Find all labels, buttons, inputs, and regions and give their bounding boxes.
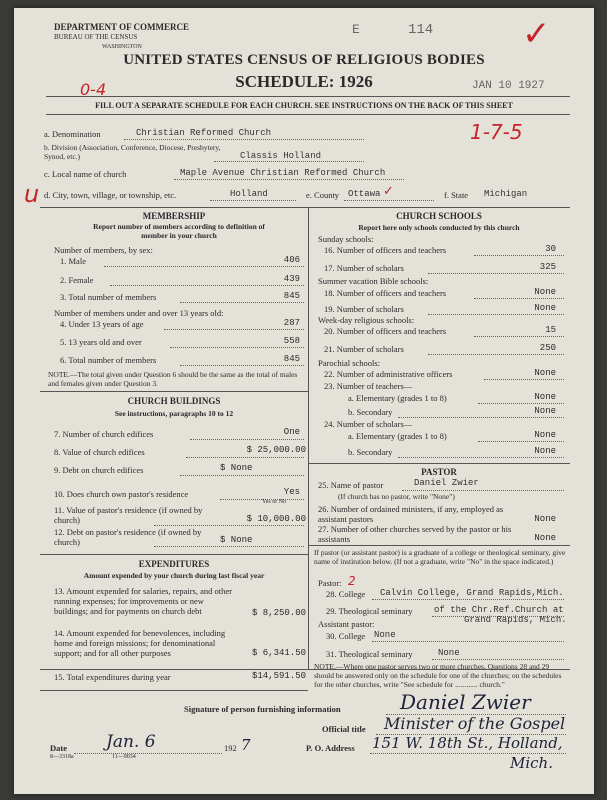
q23a-value: None: [534, 392, 556, 402]
state-value: Michigan: [484, 189, 528, 199]
dotted-line: [154, 546, 304, 547]
dotted-line: [110, 285, 304, 286]
dotted-line: [474, 255, 564, 256]
address-label: P. O. Address: [306, 743, 355, 753]
q23a-label: a. Elementary (grades 1 to 8): [348, 393, 447, 403]
denomination-value: Christian Reformed Church: [136, 128, 272, 138]
bureau-name: BUREAU OF THE CENSUS: [54, 33, 138, 41]
q21-label: 21. Number of scholars: [324, 344, 404, 354]
buildings-intro: See instructions, paragraphs 10 to 12: [114, 409, 234, 418]
graduate-note: If pastor (or assistant pastor) is a graduate of a college or theological seminary, give name of institution below. (If not a graduate, write "No" in the space indicated.): [314, 548, 566, 566]
q25-value: Daniel Zwier: [414, 478, 479, 488]
pastor-note: NOTE.—Where one pastor serves two or more churches, Questions 28 and 29 should be answered only on the schedule for one of the churches; on the schedules for the other churches, write "See schedule for ............ church.": [314, 662, 562, 689]
q6-value: 845: [283, 354, 300, 364]
city-name: WASHINGTON: [102, 44, 142, 50]
q1-label: 1. Male: [60, 256, 86, 266]
section-divider: [308, 463, 570, 464]
local-name-value: Maple Avenue Christian Reformed Church: [180, 168, 386, 178]
division-label: b. Division (Association, Conference, Diocese, Presbytery, Synod, etc.): [44, 143, 221, 161]
q10-label: 10. Does church own pastor's residence: [54, 489, 189, 499]
q11-value: $ 10,000.00: [246, 514, 306, 524]
age-intro-label: Number of members under and over 13 years old:: [54, 308, 224, 318]
q30-label: 30. College: [326, 631, 366, 641]
q19-value: None: [534, 303, 556, 313]
q29-value-line2: Grand Rapids, Mich.: [464, 615, 567, 625]
county-value: Ottawa: [348, 189, 381, 199]
q4-label: 4. Under 13 years of age: [60, 319, 144, 329]
number-stamp: 114: [408, 22, 434, 38]
q13-label: 13. Amount expended for salaries, repairs, and other running expenses; for improvements or new buildings; and for payments on church debt: [54, 586, 232, 616]
dotted-line: [432, 659, 564, 660]
dotted-line: [474, 336, 564, 337]
pastor-title: PASTOR: [421, 467, 457, 477]
assistant-pastor-label: Assistant pastor:: [318, 619, 375, 629]
q4-value: 287: [283, 318, 300, 328]
q14-value: $ 6,341.50: [251, 648, 306, 658]
q31-value: None: [438, 648, 460, 658]
census-schedule-sheet: [14, 8, 594, 794]
q28-value: Calvin College, Grand Rapids,Mich.: [380, 588, 564, 598]
dotted-line: [190, 439, 304, 440]
pastor-mark: 2: [348, 574, 356, 588]
q23-label: 23. Number of teachers—: [324, 381, 413, 391]
by-sex-label: Number of members, by sex:: [54, 245, 153, 255]
q9-label: 9. Debt on church edifices: [54, 465, 144, 475]
pastor-label: Pastor:: [318, 578, 342, 588]
dotted-line: [428, 273, 564, 274]
dotted-line: [428, 354, 564, 355]
membership-note: NOTE.—The total given under Question 6 should be the same as the total of males and females given under Question 3.: [48, 370, 298, 388]
address-value: 151 W. 18th St., Holland,: [372, 734, 563, 752]
q10-hint: Yes or No: [262, 499, 287, 505]
q26-value: None: [534, 514, 556, 524]
schools-intro: Report here only schools conducted by this church: [358, 223, 520, 232]
expenditures-title: EXPENDITURES: [138, 559, 210, 569]
dotted-line: [174, 179, 404, 180]
q11-label: 11. Value of pastor's residence (if owned by church): [54, 505, 203, 525]
form-title: UNITED STATES CENSUS OF RELIGIOUS BODIES: [123, 52, 485, 68]
handwritten-code-2: 1-7-5: [470, 120, 523, 144]
q27-label: 27. Number of other churches served by the pastor or his assistants: [318, 524, 512, 544]
dotted-line: [124, 139, 364, 140]
dotted-line: [104, 266, 304, 267]
date-label: Date: [50, 743, 67, 753]
dotted-line: [164, 329, 304, 330]
q5-label: 5. 13 years old and over: [60, 337, 142, 347]
q17-value: 325: [539, 262, 556, 272]
q2-value: 439: [283, 274, 300, 284]
buildings-title: CHURCH BUILDINGS: [127, 396, 221, 406]
q25-label: 25. Name of pastor: [318, 480, 384, 490]
dotted-line: [428, 314, 564, 315]
received-date-stamp: JAN 10 1927: [472, 80, 545, 92]
q29-label: 29. Theological seminary: [326, 606, 413, 616]
weekday-label: Week-day religious schools:: [318, 315, 415, 325]
dotted-line: [180, 365, 304, 366]
dotted-line: [180, 302, 304, 303]
q7-value: One: [283, 427, 300, 437]
dotted-line: [474, 298, 564, 299]
dotted-line: [210, 200, 296, 201]
city-value: Holland: [230, 189, 268, 199]
q31-label: 31. Theological seminary: [326, 649, 413, 659]
q22-label: 22. Number of administrative officers: [324, 369, 453, 379]
q18-label: 18. Number of officers and teachers: [324, 288, 447, 298]
sunday-label: Sunday schools:: [318, 234, 374, 244]
denomination-label: a. Denomination: [44, 129, 101, 139]
department-name: DEPARTMENT OF COMMERCE: [54, 22, 190, 32]
q29-value-line1: of the Chr.Ref.Church at: [434, 605, 564, 615]
date-value: Jan. 6: [106, 732, 156, 752]
dotted-line: [170, 347, 304, 348]
local-name-label: c. Local name of church: [44, 169, 127, 179]
state-label: f. State: [444, 190, 469, 200]
official-title-value: Minister of the Gospel: [384, 714, 566, 733]
division-value: Classis Holland: [240, 151, 322, 161]
q27-value: None: [534, 533, 556, 543]
signature: Daniel Zwier: [400, 690, 531, 714]
check-mark-icon: ✓: [522, 14, 551, 54]
handwritten-code: 0-4: [80, 80, 107, 99]
summer-label: Summer vacation Bible schools:: [318, 276, 429, 286]
q19-label: 19. Number of scholars: [324, 304, 404, 314]
q12-label: 12. Debt on pastor's residence (if owned by church): [54, 527, 202, 547]
q23b-label: b. Secondary: [348, 407, 393, 417]
year-suffix: 7: [241, 736, 251, 754]
column-divider: [308, 207, 309, 669]
q20-label: 20. Number of officers and teachers: [324, 326, 447, 336]
form-subtitle: SCHEDULE: 1926: [235, 72, 373, 91]
q18-value: None: [534, 287, 556, 297]
section-divider: [40, 554, 308, 555]
signature-label: Signature of person furnishing information: [184, 704, 341, 714]
section-divider: [40, 391, 308, 392]
q12-value: $ None: [220, 535, 253, 545]
q17-label: 17. Number of scholars: [324, 263, 404, 273]
q24b-label: b. Secondary: [348, 447, 393, 457]
official-title-label: Official title: [322, 724, 366, 734]
q5-value: 558: [283, 336, 300, 346]
q24a-label: a. Elementary (grades 1 to 8): [348, 431, 447, 441]
footer-divider: [40, 690, 308, 691]
dotted-line: [372, 599, 564, 600]
dotted-line: [186, 457, 304, 458]
city-label: d. City, town, village, or township, etc.: [44, 190, 177, 200]
q15-label: 15. Total expenditures during year: [54, 672, 171, 682]
dotted-line: [344, 200, 434, 201]
handwritten-letter: u: [24, 180, 40, 208]
q3-value: 845: [283, 291, 300, 301]
q9-value: $ None: [220, 463, 253, 473]
check-mark-icon: ✓: [383, 184, 394, 199]
q13-value: $ 8,250.00: [251, 608, 306, 618]
divider: [46, 96, 570, 97]
q20-value: 15: [545, 325, 556, 335]
q24-label: 24. Number of scholars—: [324, 419, 413, 429]
q8-label: 8. Value of church edifices: [54, 447, 145, 457]
dotted-line: [154, 525, 304, 526]
q16-label: 16. Number of officers and teachers: [324, 245, 447, 255]
q15-value: $14,591.50: [251, 671, 306, 681]
q26-label: 26. Number of ordained ministers, if any, employed as assistant pastors: [318, 504, 504, 524]
schools-title: CHURCH SCHOOLS: [396, 211, 482, 221]
department-header: [54, 22, 189, 52]
section-divider: [308, 545, 570, 546]
dotted-line: [484, 379, 564, 380]
membership-title: MEMBERSHIP: [142, 211, 206, 221]
q3-label: 3. Total number of members: [60, 292, 157, 302]
q2-label: 2. Female: [60, 275, 94, 285]
dotted-line: [478, 403, 564, 404]
date-line: [74, 753, 222, 754]
q22-value: None: [534, 368, 556, 378]
q24a-value: None: [534, 430, 556, 440]
instructions: FILL OUT A SEPARATE SCHEDULE FOR EACH CHURCH. SEE INSTRUCTIONS ON THE BACK OF THIS SHEET: [95, 101, 513, 110]
county-label: e. County: [306, 190, 340, 200]
q16-value: 30: [545, 244, 556, 254]
q7-label: 7. Number of church edifices: [54, 429, 154, 439]
q10-value: Yes: [283, 487, 300, 497]
parochial-label: Parochial schools:: [318, 358, 381, 368]
dotted-line: [402, 490, 564, 491]
dotted-line: [398, 417, 564, 418]
q23b-value: None: [534, 406, 556, 416]
address-value-line2: Mich.: [510, 754, 553, 772]
q1-value: 406: [283, 255, 300, 265]
dotted-line: [214, 161, 364, 162]
q8-value: $ 25,000.00: [246, 445, 306, 455]
table-border-top: [40, 207, 570, 208]
divider: [46, 114, 570, 115]
form-code: E: [352, 22, 360, 37]
q21-value: 250: [539, 343, 556, 353]
dotted-line: [180, 475, 304, 476]
dotted-line: [478, 441, 564, 442]
form-number: 8—3318a: [50, 754, 74, 760]
dotted-line: [372, 641, 564, 642]
q28-label: 28. College: [326, 589, 366, 599]
q30-value: None: [374, 630, 396, 640]
dotted-line: [398, 457, 564, 458]
q25-hint: (If church has no pastor, write "None"): [338, 492, 455, 501]
membership-intro: Report number of members according to definition of member in your church: [93, 222, 265, 240]
expenditures-intro: Amount expended by your church during last fiscal year: [83, 571, 265, 580]
print-number: 11—9034: [112, 754, 136, 760]
q24b-value: None: [534, 446, 556, 456]
q14-label: 14. Amount expended for benevolences, including home and foreign missions; for denominational support; and for all other purposes: [54, 628, 226, 658]
q6-label: 6. Total number of members: [60, 355, 157, 365]
year-prefix: 192: [224, 743, 237, 753]
